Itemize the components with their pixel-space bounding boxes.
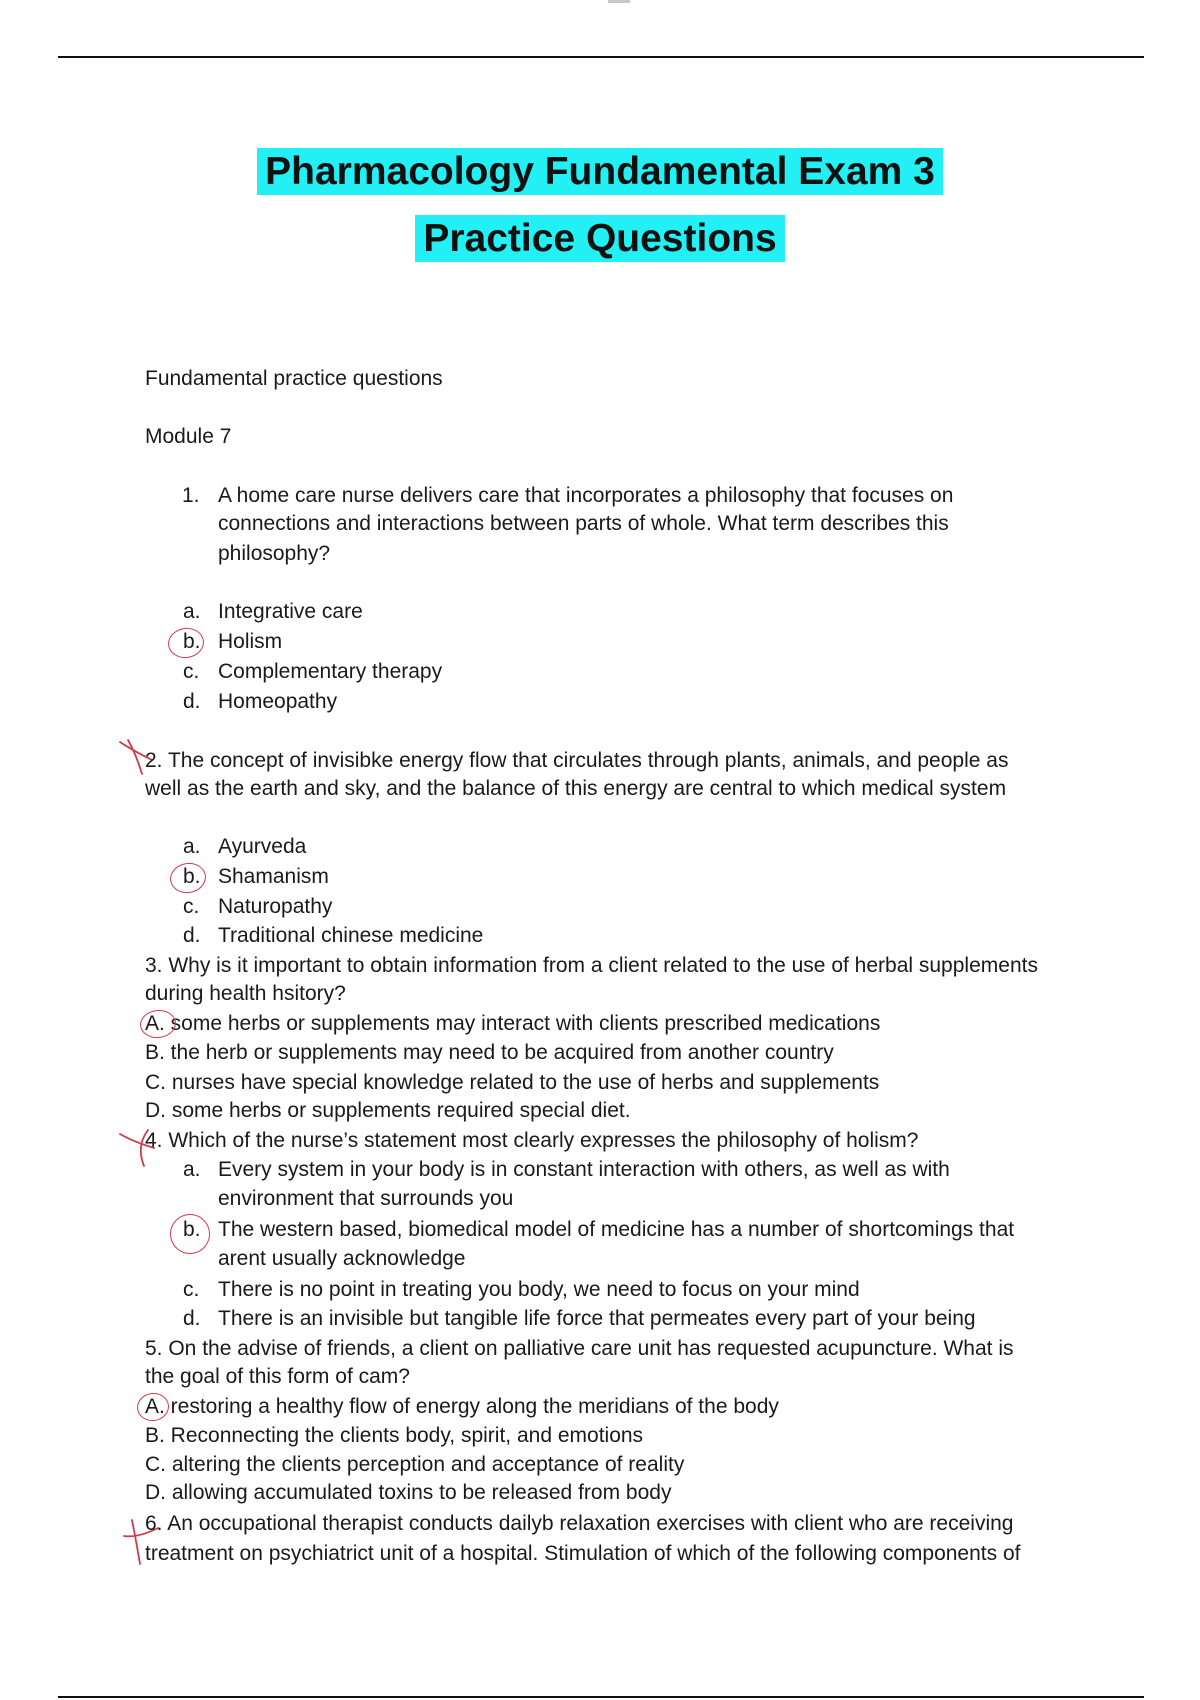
subtitle: Fundamental practice questions <box>145 367 443 390</box>
q1-text-line: connections and interactions between parts of whole. What term describes this <box>218 512 949 535</box>
q3-option: B. the herb or supplements may need to be acquired from another country <box>145 1041 834 1064</box>
q4-option-text: Every system in your body is in constant interaction with others, as well as with <box>218 1158 950 1181</box>
q4-option-text: arent usually acknowledge <box>218 1247 466 1270</box>
header-rule <box>58 56 1144 58</box>
q1-option-letter: c. <box>183 660 200 683</box>
q1-option-text: Complementary therapy <box>218 660 443 683</box>
q1-number: 1. <box>182 484 200 507</box>
q1-option-letter: b. <box>183 630 201 653</box>
q6-text-line: treatment on psychiatrict unit of a hospital. Stimulation of which of the following components of <box>145 1542 1021 1565</box>
q4-option-text: There is an invisible but tangible life force that permeates every part of your being <box>218 1307 976 1330</box>
q2-option-text: Shamanism <box>218 865 329 888</box>
q5-text-line: the goal of this form of cam? <box>145 1365 410 1388</box>
q3-option: C. nurses have special knowledge related to the use of herbs and supplements <box>145 1071 880 1094</box>
q5-text-line: 5. On the advise of friends, a client on palliative care unit has requested acupuncture. What is <box>145 1337 1014 1360</box>
q1-option-letter: a. <box>183 600 201 623</box>
answer-circle-mark <box>168 860 209 896</box>
q2-text-line: 2. The concept of invisibke energy flow that circulates through plants, animals, and people as <box>145 749 1009 772</box>
q6-text-line: 6. An occupational therapist conducts dailyb relaxation exercises with client who are receiving <box>145 1512 1014 1535</box>
q4-option-letter: b. <box>183 1218 201 1241</box>
q4-option-text: environment that surrounds you <box>218 1187 514 1210</box>
q1-text-line: philosophy? <box>218 542 331 565</box>
answer-circle-mark <box>168 1212 212 1256</box>
q4-option-letter: c. <box>183 1278 200 1301</box>
q5-option: A. restoring a healthy flow of energy along the meridians of the body <box>145 1395 779 1418</box>
q3-option: A. some herbs or supplements may interact with clients prescribed medications <box>145 1012 881 1035</box>
q4-option-text: The western based, biomedical model of medicine has a number of shortcomings that <box>218 1218 1015 1241</box>
q3-text-line: 3. Why is it important to obtain information from a client related to the use of herbal supplements <box>145 954 1038 977</box>
module-label: Module 7 <box>145 425 232 448</box>
q2-option-text: Naturopathy <box>218 895 333 918</box>
page-title-line-2: Practice Questions <box>0 217 1200 261</box>
q5-option: C. altering the clients perception and acceptance of reality <box>145 1453 685 1476</box>
q1-text-line: A home care nurse delivers care that incorporates a philosophy that focuses on <box>218 484 954 507</box>
page-title-line-1: Pharmacology Fundamental Exam 3 <box>0 150 1200 194</box>
q1-option-letter: d. <box>183 690 201 713</box>
q1-option-text: Holism <box>218 630 283 653</box>
q1-option-text: Integrative care <box>218 600 363 623</box>
q4-text-line: 4. Which of the nurse’s statement most clearly expresses the philosophy of holism? <box>145 1129 919 1152</box>
q5-option: D. allowing accumulated toxins to be released from body <box>145 1481 672 1504</box>
q2-text-line: well as the earth and sky, and the balance of this energy are central to which medical system <box>145 777 1007 800</box>
q2-option-letter: a. <box>183 835 201 858</box>
page-top-mark <box>608 0 630 3</box>
q2-option-letter: c. <box>183 895 200 918</box>
q4-option-letter: d. <box>183 1307 201 1330</box>
q2-option-letter: b. <box>183 865 201 888</box>
footer-rule <box>58 1696 1144 1698</box>
q3-text-line: during health hsitory? <box>145 982 346 1005</box>
q3-option: D. some herbs or supplements required special diet. <box>145 1099 631 1122</box>
q2-option-letter: d. <box>183 924 201 947</box>
q4-option-text: There is no point in treating you body, we need to focus on your mind <box>218 1278 860 1301</box>
q5-option: B. Reconnecting the clients body, spirit, and emotions <box>145 1424 644 1447</box>
q2-option-text: Ayurveda <box>218 835 307 858</box>
q1-option-text: Homeopathy <box>218 690 338 713</box>
q4-option-letter: a. <box>183 1158 201 1181</box>
q2-option-text: Traditional chinese medicine <box>218 924 484 947</box>
